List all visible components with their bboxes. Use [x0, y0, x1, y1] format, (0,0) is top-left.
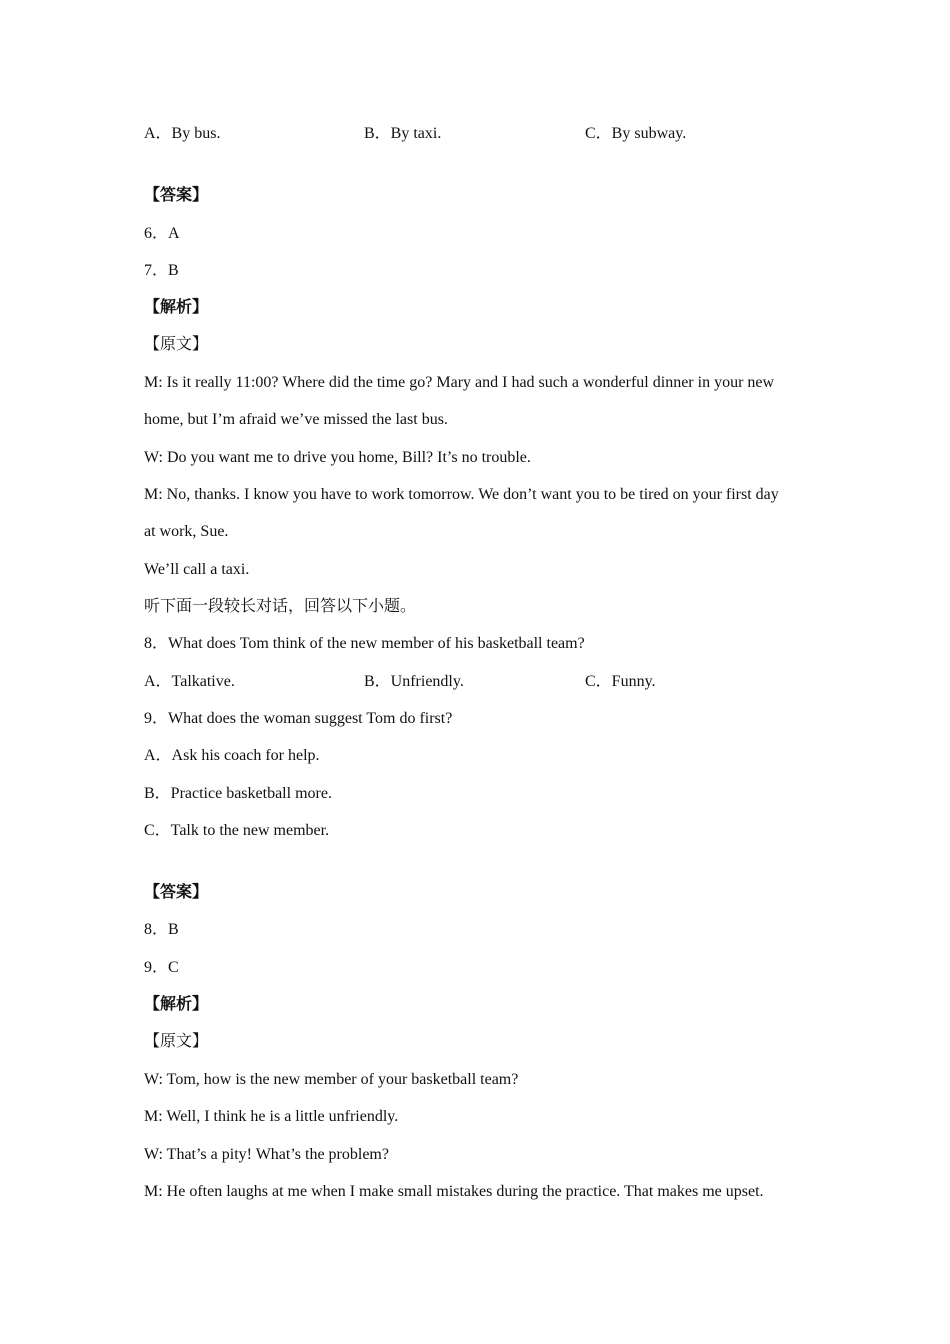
question-9: 9．What does the woman suggest Tom do first?: [144, 710, 453, 727]
answer-header: 【答案】: [144, 187, 209, 204]
answer-item: 9．C: [144, 959, 179, 976]
transcript-line: W: Tom, how is the new member of your basketball team?: [144, 1071, 519, 1088]
analysis-header: 【解析】: [144, 996, 209, 1013]
q8-option-b: B．Unfriendly.: [364, 673, 464, 690]
answer-item: 7．B: [144, 262, 179, 279]
answer-header: 【答案】: [144, 884, 209, 901]
q7-option-b: B．By taxi.: [364, 125, 442, 142]
q7-option-a: A．By bus.: [144, 125, 221, 142]
q9-option-a: A．Ask his coach for help.: [144, 747, 320, 764]
transcript-line: We’ll call a taxi.: [144, 561, 250, 578]
transcript-line: M: Is it really 11:00? Where did the time go? Mary and I had such a wonderful dinner in your new: [144, 374, 775, 391]
transcript-line: at work, Sue.: [144, 523, 229, 540]
q8-option-a: A．Talkative.: [144, 673, 235, 690]
answer-item: 8．B: [144, 921, 179, 938]
transcript-line: M: Well, I think he is a little unfriendly.: [144, 1108, 399, 1125]
original-text-header: 【原文】: [144, 1033, 209, 1050]
question-8: 8．What does Tom think of the new member of his basketball team?: [144, 635, 585, 652]
analysis-header: 【解析】: [144, 299, 209, 316]
transcript-line: M: He often laughs at me when I make small mistakes during the practice. That makes me upset.: [144, 1183, 764, 1200]
transcript-line: W: That’s a pity! What’s the problem?: [144, 1146, 389, 1163]
answer-item: 6．A: [144, 225, 180, 242]
q7-option-c: C．By subway.: [585, 125, 687, 142]
transcript-line: W: Do you want me to drive you home, Bill? It’s no trouble.: [144, 449, 531, 466]
original-text-header: 【原文】: [144, 336, 209, 353]
transcript-line: home, but I’m afraid we’ve missed the last bus.: [144, 411, 448, 428]
q9-option-b: B．Practice basketball more.: [144, 785, 332, 802]
q8-option-c: C．Funny.: [585, 673, 656, 690]
transcript-line: M: No, thanks. I know you have to work tomorrow. We don’t want you to be tired on your first day: [144, 486, 779, 503]
listening-instruction: 听下面一段较长对话，回答以下小题。: [144, 598, 417, 615]
q9-option-c: C．Talk to the new member.: [144, 822, 330, 839]
